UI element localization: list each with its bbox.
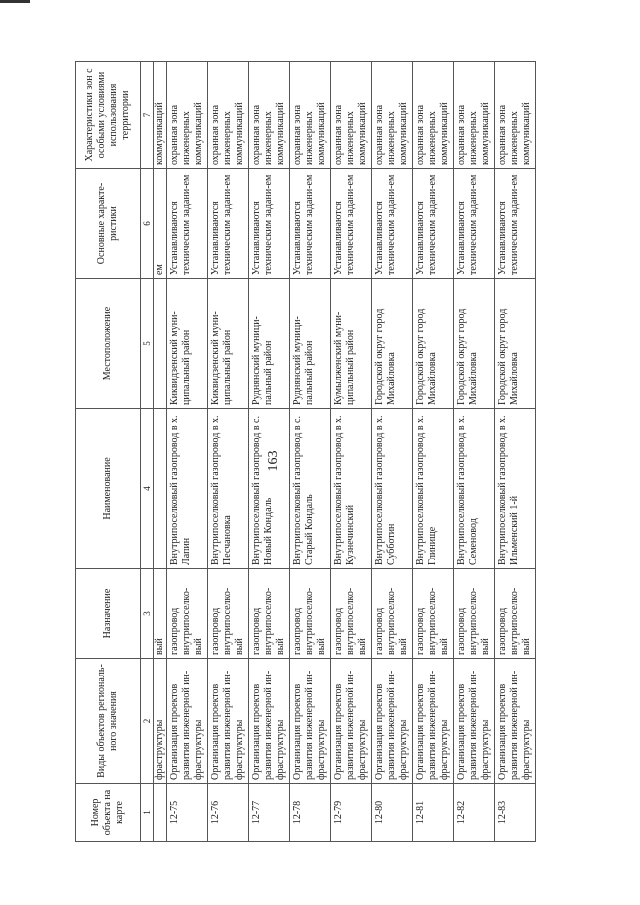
object-zones: охранная зона инженерных коммуникаций <box>331 62 372 169</box>
object-purpose: газопровод внутрипоселко-вый <box>454 569 495 659</box>
continuation-row <box>154 62 167 842</box>
object-zones: охранная зона инженерных коммуникаций <box>208 62 249 169</box>
continuation-zones: коммуникаций <box>154 62 167 169</box>
object-location: Городской округ город Михайловка <box>454 279 495 409</box>
object-kind: Организация проектов развития инженерной ин-фраструктуры <box>290 659 331 784</box>
header-location: Местоположение <box>76 279 141 409</box>
object-location: Киквидзенский муни-ципальный район <box>208 279 249 409</box>
object-number: 12-78 <box>290 784 331 842</box>
object-purpose: газопровод внутрипоселко-вый <box>167 569 208 659</box>
object-location: Городской округ город Михайловка <box>413 279 454 409</box>
object-number: 12-80 <box>372 784 413 842</box>
index-cell: 7 <box>141 62 154 169</box>
continuation-kind: фраструктуры <box>154 659 167 784</box>
object-zones: охранная зона инженерных коммуникаций <box>372 62 413 169</box>
table-row <box>413 62 454 842</box>
object-number: 12-76 <box>208 784 249 842</box>
object-specs: Устанавливаются техническим задани-ем <box>413 169 454 279</box>
object-location: Руднянский муници-пальный район <box>290 279 331 409</box>
object-name: Внутрипоселковый газопровод в х. Лапин <box>167 409 208 569</box>
header-number: Номер объекта на карте <box>76 784 141 842</box>
index-cell: 3 <box>141 569 154 659</box>
object-zones: охранная зона инженерных коммуникаций <box>167 62 208 169</box>
scan-edge-mark <box>0 0 30 3</box>
rotated-table-container <box>75 62 565 842</box>
header-zones: Характеристики зон с особыми условиями использования территории <box>76 62 141 169</box>
object-number: 12-83 <box>495 784 536 842</box>
table-row <box>454 62 495 842</box>
page-number: 163 <box>266 450 281 472</box>
object-zones: охранная зона инженерных коммуникаций <box>249 62 290 169</box>
continuation-specs: ем <box>154 169 167 279</box>
object-kind: Организация проектов развития инженерной ин-фраструктуры <box>208 659 249 784</box>
index-cell: 4 <box>141 409 154 569</box>
object-purpose: газопровод внутрипоселко-вый <box>372 569 413 659</box>
object-purpose: газопровод внутрипоселко-вый <box>413 569 454 659</box>
object-kind: Организация проектов развития инженерной ин-фраструктуры <box>495 659 536 784</box>
object-name: Внутрипоселковый газопровод в с. Новый Кондаль <box>249 409 290 569</box>
table-row <box>495 62 536 842</box>
object-name: Внутрипоселковый газопровод в х. Ильменский 1-й <box>495 409 536 569</box>
object-number: 12-77 <box>249 784 290 842</box>
object-number: 12-82 <box>454 784 495 842</box>
object-specs: Устанавливаются техническим задани-ем <box>249 169 290 279</box>
object-specs: Устанавливаются техническим задани-ем <box>167 169 208 279</box>
object-zones: охранная зона инженерных коммуникаций <box>495 62 536 169</box>
header-row <box>76 62 141 842</box>
header-specs: Основные характе-ристики <box>76 169 141 279</box>
object-location: Городской округ город Михайловка <box>372 279 413 409</box>
object-purpose: газопровод внутрипоселко-вый <box>208 569 249 659</box>
table-row <box>331 62 372 842</box>
object-location: Руднянский муници-пальный район <box>249 279 290 409</box>
object-number: 12-79 <box>331 784 372 842</box>
object-name: Внутрипоселковый газопровод в х. Глинище <box>413 409 454 569</box>
header-purpose: Назначение <box>76 569 141 659</box>
object-kind: Организация проектов развития инженерной ин-фраструктуры <box>454 659 495 784</box>
object-specs: Устанавливаются техническим задани-ем <box>208 169 249 279</box>
table-row <box>208 62 249 842</box>
object-purpose: газопровод внутрипоселко-вый <box>495 569 536 659</box>
object-kind: Организация проектов развития инженерной ин-фраструктуры <box>413 659 454 784</box>
index-cell: 1 <box>141 784 154 842</box>
index-cell: 2 <box>141 659 154 784</box>
object-kind: Организация проектов развития инженерной ин-фраструктуры <box>372 659 413 784</box>
table-row <box>249 62 290 842</box>
object-number: 12-81 <box>413 784 454 842</box>
object-location: Кумылженский муни-ципальный район <box>331 279 372 409</box>
object-zones: охранная зона инженерных коммуникаций <box>413 62 454 169</box>
header-kind: Виды объектов региональ-ного значения <box>76 659 141 784</box>
object-location: Киквидзенский муни-ципальный район <box>167 279 208 409</box>
object-purpose: газопровод внутрипоселко-вый <box>249 569 290 659</box>
object-zones: охранная зона инженерных коммуникаций <box>290 62 331 169</box>
object-name: Внутрипоселковый газопровод в х. Кузнечинский <box>331 409 372 569</box>
index-cell: 5 <box>141 279 154 409</box>
object-zones: охранная зона инженерных коммуникаций <box>454 62 495 169</box>
object-purpose: газопровод внутрипоселко-вый <box>331 569 372 659</box>
object-specs: Устанавливаются техническим задани-ем <box>372 169 413 279</box>
table-row <box>290 62 331 842</box>
objects-table <box>75 61 536 842</box>
object-specs: Устанавливаются техническим задани-ем <box>454 169 495 279</box>
index-cell: 6 <box>141 169 154 279</box>
object-kind: Организация проектов развития инженерной ин-фраструктуры <box>331 659 372 784</box>
object-specs: Устанавливаются техническим задани-ем <box>495 169 536 279</box>
object-purpose: газопровод внутрипоселко-вый <box>290 569 331 659</box>
object-name: Внутрипоселковый газопровод в х. Субботин <box>372 409 413 569</box>
index-row <box>141 62 154 842</box>
header-name: Наименование <box>76 409 141 569</box>
object-specs: Устанавливаются техническим задани-ем <box>331 169 372 279</box>
object-kind: Организация проектов развития инженерной ин-фраструктуры <box>167 659 208 784</box>
object-location: Городской округ город Михайловка <box>495 279 536 409</box>
continuation-purpose: вый <box>154 569 167 659</box>
object-specs: Устанавливаются техническим задани-ем <box>290 169 331 279</box>
object-name: Внутрипоселковый газопровод в х. Семеновод <box>454 409 495 569</box>
object-name: Внутрипоселковый газопровод в с. Старый Кондаль <box>290 409 331 569</box>
object-number: 12-75 <box>167 784 208 842</box>
object-kind: Организация проектов развития инженерной ин-фраструктуры <box>249 659 290 784</box>
table-row <box>372 62 413 842</box>
table-row <box>167 62 208 842</box>
object-name: Внутрипоселковый газопровод в х. Песчановка <box>208 409 249 569</box>
